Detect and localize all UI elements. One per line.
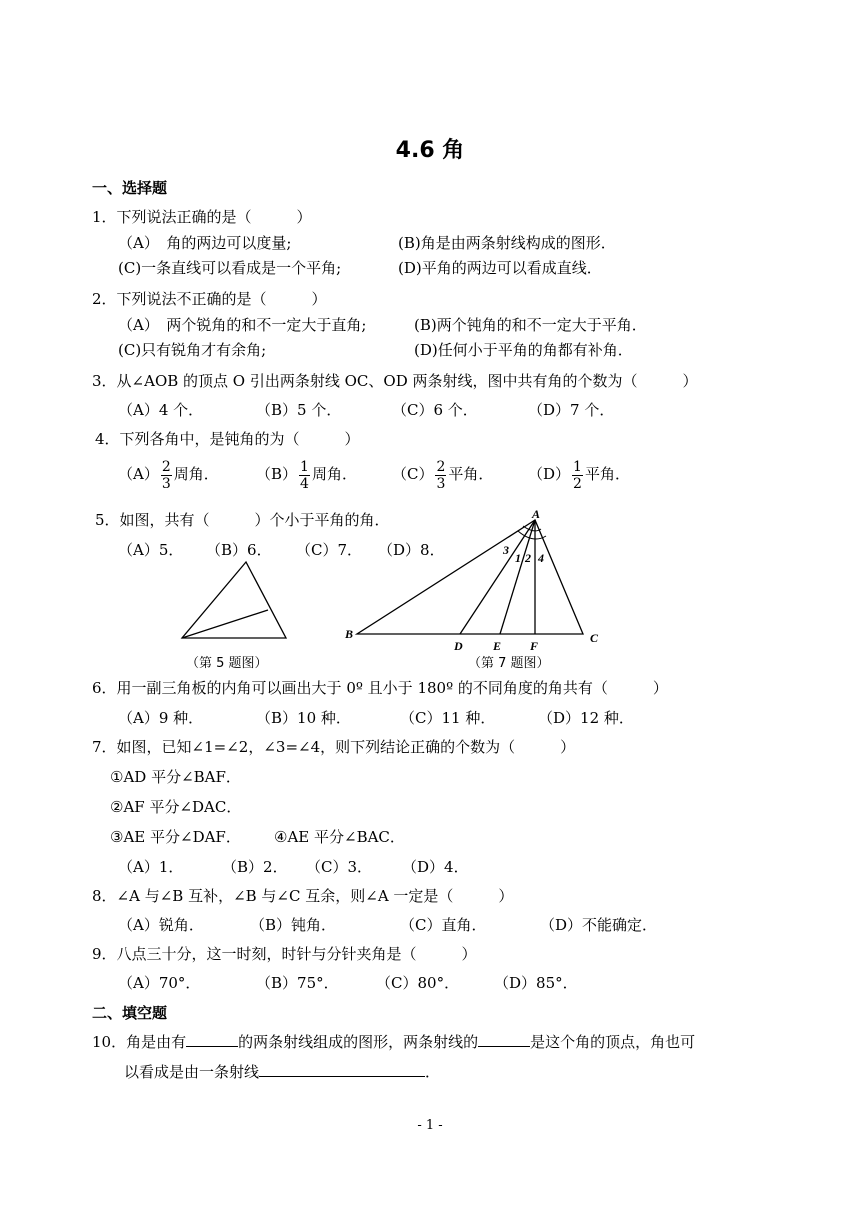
label-a: A [532, 507, 541, 521]
q4-option-a [118, 456, 219, 492]
q8-option-a: （A）锐角． [118, 916, 204, 934]
q1-option-c: (C)一条直线可以看成是一个平角; [118, 259, 342, 277]
q10-text-4: 以看成是由一条射线 [124, 1063, 260, 1081]
q5-option-a: （A）5． [118, 541, 184, 559]
q4-c-label: （C） [392, 465, 434, 483]
q2-option-a: （A） 两个锐角的和不一定大于直角; [118, 316, 367, 334]
q4-c-numerator: 2 [436, 458, 446, 475]
figure-5-triangle [170, 558, 300, 644]
label-c: C [590, 631, 599, 645]
q10-text-5: ． [425, 1063, 441, 1081]
label-e: E [493, 639, 502, 653]
q7-option-c: （C）3． [306, 858, 373, 876]
q4-a-numerator: 2 [161, 458, 171, 475]
q7-statement-2: ②AF 平分∠DAC． [110, 798, 242, 816]
q9-option-c: （C）80°． [376, 974, 460, 992]
q4-d-numerator: 1 [573, 458, 582, 475]
q10-blank-1[interactable] [186, 1032, 238, 1047]
page-title: 4.6 角 [395, 138, 465, 163]
label-1: 1 [515, 551, 521, 565]
q4-stem: 4．下列各角中，是钝角的为（ ） [95, 430, 360, 448]
label-3: 3 [503, 543, 509, 557]
figure-7-triangle [340, 506, 610, 658]
q7-option-d: （D）4． [402, 858, 469, 876]
q4-b-text: 周角． [311, 465, 357, 483]
q7-option-b: （B）2． [222, 858, 288, 876]
q7-statement-3: ③AE 平分∠DAF． [110, 828, 241, 846]
q9-option-a: （A）70°． [118, 974, 201, 992]
label-2: 2 [525, 551, 531, 565]
figure-5-caption: （第 5 题图） [186, 656, 268, 671]
section-choice-heading: 一、选择题 [92, 179, 168, 197]
q1-stem: 1．下列说法正确的是（ ） [92, 208, 312, 226]
q4-d-label: （D） [528, 465, 571, 483]
q9-option-d: （D）85°． [494, 974, 578, 992]
q4-d-denominator: 2 [573, 475, 582, 492]
label-b: B [345, 627, 354, 641]
q1-option-b: (B)角是由两条射线构成的图形． [398, 234, 616, 252]
label-4: 4 [538, 551, 544, 565]
q5-option-b: （B）6． [206, 541, 272, 559]
q4-c-text: 平角． [448, 465, 494, 483]
q4-a-text: 周角． [173, 465, 219, 483]
q4-c-denominator: 3 [436, 475, 446, 492]
q6-option-d: （D）12 种． [538, 709, 634, 727]
q7-option-a: （A）1． [118, 858, 184, 876]
q10-blank-2[interactable] [478, 1032, 530, 1047]
q10-text-3: 是这个角的顶点，角也可 [530, 1033, 696, 1051]
q2-option-b: (B)两个钝角的和不一定大于平角． [414, 316, 647, 334]
q1-option-a: （A） 角的两边可以度量; [118, 234, 292, 252]
q4-b-label: （B） [256, 465, 298, 483]
q8-stem: 8．∠A 与∠B 互补，∠B 与∠C 互余，则∠A 一定是（ ） [92, 887, 514, 905]
label-d: D [454, 639, 463, 653]
q4-option-d [528, 456, 630, 492]
q3-option-d: （D）7 个． [528, 401, 615, 419]
q9-stem: 9．八点三十分，这一时刻，时针与分针夹角是（ ） [92, 945, 477, 963]
q4-a-fraction [161, 459, 172, 492]
q2-option-d: (D)任何小于平角的角都有补角． [414, 341, 633, 359]
section-fill-heading: 二、填空题 [92, 1004, 168, 1022]
q4-a-label: （A） [118, 465, 159, 483]
q6-option-c: （C）11 种． [400, 709, 496, 727]
q1-option-d: (D)平角的两边可以看成直线． [398, 259, 602, 277]
q3-option-c: （C）6 个． [392, 401, 478, 419]
q6-option-b: （B）10 种． [256, 709, 351, 727]
q10-line-1 [92, 1032, 695, 1052]
q5-option-c: （C）7． [296, 541, 363, 559]
q8-option-b: （B）钝角． [250, 916, 337, 934]
q4-b-denominator: 4 [300, 475, 309, 492]
q8-option-d: （D）不能确定． [540, 916, 658, 934]
q7-stem: 7．如图，已知∠1=∠2，∠3=∠4，则下列结论正确的个数为（ ） [92, 738, 576, 756]
q9-option-b: （B）75°． [256, 974, 339, 992]
q5-option-d: （D）8． [378, 541, 445, 559]
q4-a-denominator: 3 [161, 475, 171, 492]
q2-stem: 2．下列说法不正确的是（ ） [92, 290, 327, 308]
q4-option-c [392, 456, 493, 492]
q6-option-a: （A）9 种． [118, 709, 204, 727]
q4-c-fraction [435, 459, 446, 492]
q10-blank-3[interactable] [259, 1062, 425, 1077]
q10-line-2 [124, 1062, 440, 1082]
q3-option-b: （B）5 个． [256, 401, 342, 419]
page-number: - 1 - [417, 1118, 443, 1133]
q10-text-2: 的两条射线组成的图形，两条射线的 [238, 1033, 479, 1051]
q5-stem: 5．如图，共有（ ）个小于平角的角． [95, 511, 390, 529]
q4-b-fraction [299, 459, 310, 492]
q4-b-numerator: 1 [300, 458, 309, 475]
q4-option-b [256, 456, 357, 492]
q4-d-text: 平角． [584, 465, 630, 483]
q7-statement-1: ①AD 平分∠BAF． [110, 768, 241, 786]
q3-stem: 3．从∠AOB 的顶点 O 引出两条射线 OC、OD 两条射线，图中共有角的个数为（ ） [92, 372, 698, 390]
q8-option-c: （C）直角． [400, 916, 487, 934]
label-f: F [530, 639, 539, 653]
q4-d-fraction [572, 459, 583, 492]
q6-stem: 6．用一副三角板的内角可以画出大于 0º 且小于 180º 的不同角度的角共有（ ） [92, 679, 668, 697]
q2-option-c: (C)只有锐角才有余角; [118, 341, 267, 359]
figure-7-caption: （第 7 题图） [468, 656, 550, 671]
q7-statement-4: ④AE 平分∠BAC． [274, 828, 405, 846]
q3-option-a: （A）4 个． [118, 401, 204, 419]
q10-text-1: 10．角是由有 [92, 1033, 187, 1051]
